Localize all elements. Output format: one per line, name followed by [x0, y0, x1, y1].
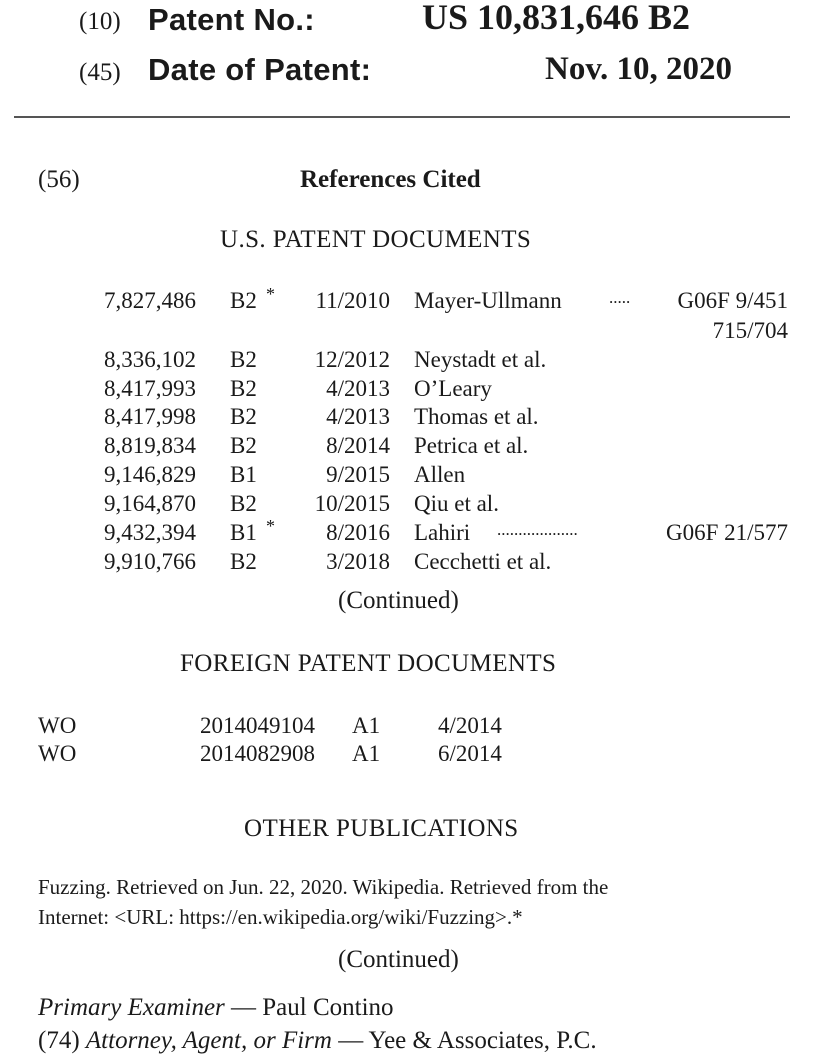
- us-doc-number: 8,336,102: [104, 347, 196, 372]
- other-publication-line-2: Internet: <URL: https://en.wikipedia.org/wiki/Fuzzing>.*: [38, 905, 523, 929]
- us-doc-dots: ...................: [497, 520, 578, 539]
- us-doc-date: 3/2018: [326, 549, 390, 574]
- attorney-dash: —: [338, 1027, 364, 1054]
- primary-examiner-dash: —: [231, 994, 257, 1021]
- us-doc-kind: B2: [230, 433, 257, 458]
- us-doc-name: Thomas et al.: [414, 404, 539, 429]
- us-doc-date: 10/2015: [314, 491, 390, 516]
- foreign-doc-number: 2014082908: [200, 741, 315, 766]
- primary-examiner-name: Paul Contino: [262, 994, 394, 1021]
- us-doc-kind: B2: [230, 491, 257, 516]
- foreign-doc-kind: A1: [352, 741, 381, 766]
- us-doc-date: 12/2012: [314, 347, 390, 372]
- us-doc-name: Mayer-Ullmann: [414, 288, 562, 313]
- us-doc-name: Allen: [414, 462, 466, 487]
- date-of-patent: Nov. 10, 2020: [545, 51, 733, 87]
- foreign-patent-documents-heading: FOREIGN PATENT DOCUMENTS: [180, 650, 557, 677]
- us-doc-name: Qiu et al.: [414, 491, 499, 516]
- us-doc-date: 8/2014: [326, 433, 390, 458]
- us-doc-star: *: [266, 284, 275, 304]
- us-doc-date: 4/2013: [326, 376, 390, 401]
- us-doc-kind: B1: [230, 520, 257, 545]
- date-code: (45): [79, 59, 121, 86]
- patent-number: US 10,831,646 B2: [422, 0, 691, 37]
- us-doc-class: G06F 21/577: [665, 520, 788, 545]
- foreign-doc-date: 6/2014: [438, 741, 502, 766]
- us-doc-number: 8,417,998: [104, 404, 196, 429]
- foreign-doc-date: 4/2014: [438, 713, 502, 738]
- us-doc-number: 8,417,993: [104, 376, 196, 401]
- references-code: (56): [38, 166, 80, 193]
- attorney-label: Attorney, Agent, or Firm: [85, 1027, 332, 1054]
- us-doc-kind: B2: [230, 347, 257, 372]
- us-doc-dots: .....: [609, 288, 631, 307]
- us-doc-number: 9,164,870: [104, 491, 196, 516]
- other-publication-line-1: Fuzzing. Retrieved on Jun. 22, 2020. Wikipedia. Retrieved from the: [38, 875, 609, 899]
- us-doc-number: 9,146,829: [104, 462, 196, 487]
- us-doc-name: Cecchetti et al.: [414, 549, 552, 574]
- header-rule: [14, 116, 790, 118]
- us-doc-name: Neystadt et al.: [414, 347, 547, 372]
- other-publications-continued: (Continued): [338, 946, 459, 973]
- us-doc-number: 7,827,486: [104, 288, 196, 313]
- us-doc-class-secondary: 715/704: [712, 318, 788, 343]
- us-doc-date: 9/2015: [326, 462, 390, 487]
- primary-examiner-line: [38, 994, 394, 1022]
- us-docs-continued: (Continued): [338, 587, 459, 614]
- foreign-doc-number: 2014049104: [200, 713, 315, 738]
- us-doc-number: 9,432,394: [104, 520, 196, 545]
- attorney-code: (74): [38, 1027, 80, 1054]
- references-title: References Cited: [300, 166, 481, 193]
- foreign-doc-kind: A1: [352, 713, 381, 738]
- us-patent-documents-heading: U.S. PATENT DOCUMENTS: [220, 226, 532, 253]
- us-doc-kind: B2: [230, 549, 257, 574]
- us-doc-number: 8,819,834: [104, 433, 196, 458]
- us-doc-kind: B2: [230, 404, 257, 429]
- date-of-patent-label: Date of Patent:: [148, 52, 372, 87]
- patent-no-code: (10): [79, 8, 121, 35]
- us-doc-date: 11/2010: [315, 288, 390, 313]
- us-doc-star: *: [266, 516, 275, 536]
- us-doc-name: Lahiri: [414, 520, 471, 545]
- us-doc-kind: B2: [230, 376, 257, 401]
- us-doc-kind: B2: [230, 288, 257, 313]
- primary-examiner-label: Primary Examiner: [38, 994, 225, 1021]
- us-doc-kind: B1: [230, 462, 257, 487]
- us-doc-number: 9,910,766: [104, 549, 196, 574]
- other-publications-heading: OTHER PUBLICATIONS: [244, 815, 519, 842]
- attorney-name: Yee & Associates, P.C.: [368, 1027, 597, 1054]
- us-doc-date: 8/2016: [326, 520, 390, 545]
- attorney-line: [38, 1027, 597, 1055]
- us-doc-date: 4/2013: [326, 404, 390, 429]
- foreign-doc-country: WO: [38, 741, 77, 766]
- us-doc-class: G06F 9/451: [677, 288, 788, 313]
- foreign-doc-country: WO: [38, 713, 77, 738]
- us-doc-name: Petrica et al.: [414, 433, 529, 458]
- patent-no-label: Patent No.:: [148, 2, 315, 37]
- us-doc-name: O’Leary: [414, 376, 492, 401]
